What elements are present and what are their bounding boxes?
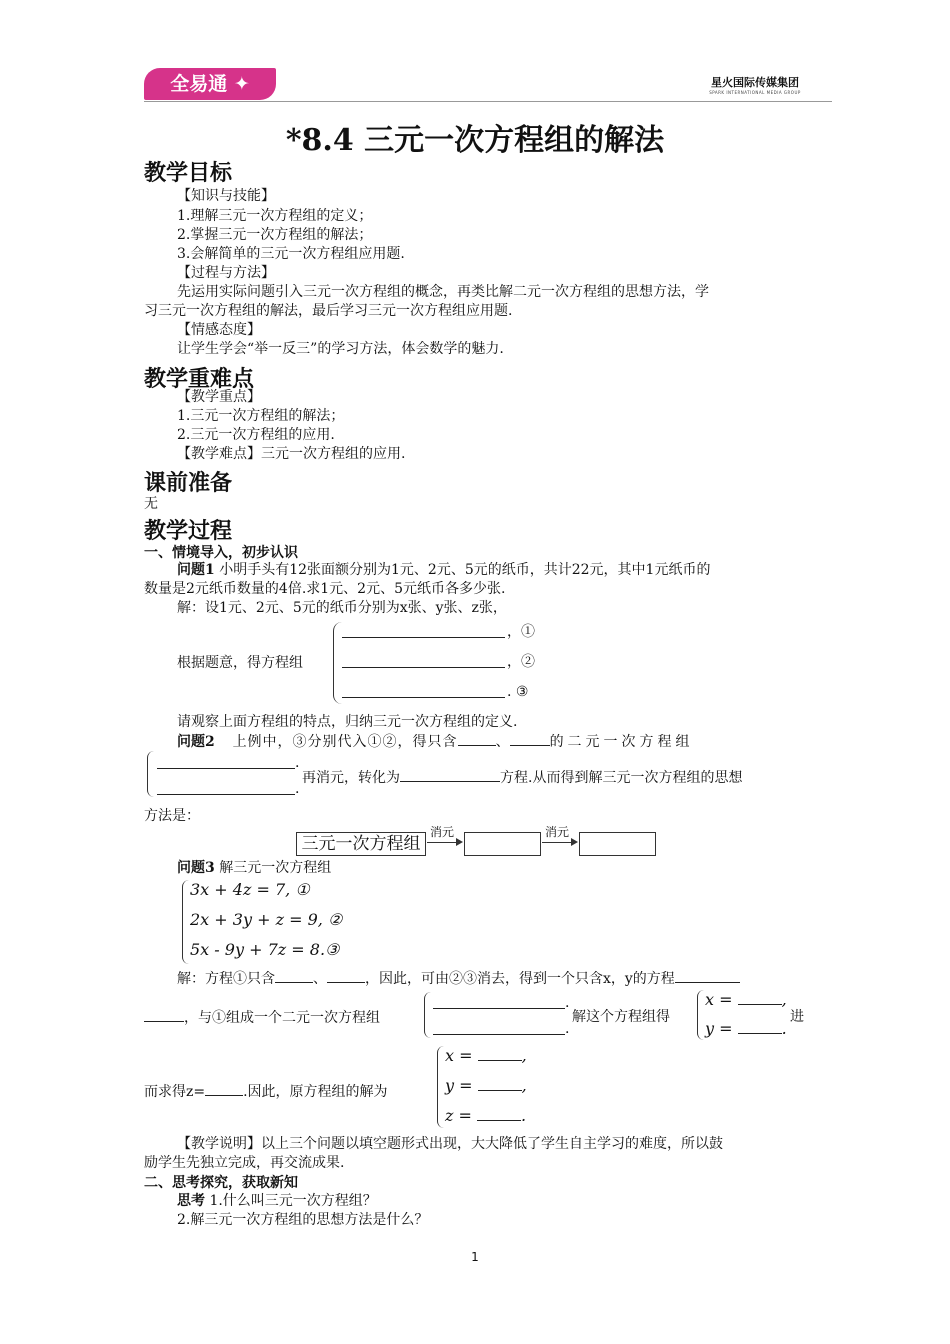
- flow-box-blank[interactable]: [464, 832, 541, 856]
- system-brace: [147, 751, 154, 797]
- answer-blank[interactable]: [510, 731, 550, 746]
- preparation-text: 无: [144, 496, 158, 512]
- answer-blank[interactable]: [478, 1048, 522, 1061]
- arrow-right-icon: [456, 838, 463, 846]
- process-label: 【过程与方法】: [177, 265, 275, 281]
- difficulty-text: 【教学难点】三元一次方程组的应用.: [177, 446, 406, 462]
- equation: 3x + 4z = 7, ①: [190, 880, 310, 899]
- teaching-note: 【教学说明】以上三个问题以填空题形式出现，大大降低了学生自主学习的难度，所以鼓: [177, 1136, 723, 1152]
- publisher-name-en: SPARK INTERNATIONAL MEDIA GROUP: [709, 90, 801, 95]
- section-heading: 一、情境导入，初步认识: [144, 545, 298, 561]
- observe-text: 请观察上面方程组的特点，归纳三元一次方程组的定义.: [177, 714, 518, 730]
- answer-blank[interactable]: [157, 780, 295, 795]
- solution-var: x = ,: [445, 1046, 527, 1065]
- header-divider: [144, 101, 832, 102]
- think-question: 2.解三元一次方程组的思想方法是什么？: [177, 1212, 429, 1228]
- think-question: 思考 1.什么叫三元一次方程组？: [177, 1193, 377, 1209]
- system-brace: [424, 992, 431, 1038]
- process-heading: 教学过程: [144, 519, 233, 544]
- solution-var: y = .: [705, 1019, 787, 1038]
- answer-blank[interactable]: [675, 968, 740, 983]
- answer-blank[interactable]: [433, 994, 565, 1009]
- system-label: 根据题意，得方程组: [177, 655, 303, 671]
- keypoints-heading: 教学重难点: [144, 367, 255, 392]
- equation-mark: .: [295, 755, 300, 771]
- answer-blank[interactable]: [433, 1020, 565, 1035]
- question-2-cont: 再消元，转化为 方程.从而得到解三元一次方程组的思想: [302, 767, 742, 788]
- question-3-solution: 解：方程①只含 、 ，因此，可由②③消去，得到一个只含x，y的方程: [177, 968, 740, 989]
- page-number: 1: [471, 1250, 479, 1264]
- solution-var: y = ,: [445, 1076, 527, 1095]
- answer-blank[interactable]: [342, 653, 505, 668]
- objectives-heading: 教学目标: [144, 161, 233, 186]
- answer-blank[interactable]: [738, 992, 782, 1005]
- flow-arrow: [427, 842, 457, 843]
- equation-mark: . ③: [507, 684, 529, 700]
- system-brace: [697, 990, 704, 1040]
- equation: 5x - 9y + 7z = 8.③: [190, 940, 340, 959]
- knowledge-item: 3.会解简单的三元一次方程组应用题.: [177, 246, 405, 262]
- flow-arrow-label: 消元: [545, 825, 570, 839]
- question-2: 问题2 上例中，③分别代入①②，得只含 、 的二元一次方程组: [177, 731, 694, 752]
- question-2-cont: 方法是：: [144, 808, 200, 824]
- equation-mark: ，②: [507, 654, 535, 670]
- page-title: *8.4 三元一次方程组的解法: [285, 123, 665, 158]
- emotion-label: 【情感态度】: [177, 322, 261, 338]
- answer-blank[interactable]: [400, 767, 500, 782]
- key-item: 2.三元一次方程组的应用.: [177, 427, 335, 443]
- teaching-note: 励学生先独立完成，再交流成果.: [144, 1155, 345, 1171]
- answer-blank[interactable]: [342, 623, 505, 638]
- solution-var: x = ,: [705, 990, 787, 1009]
- preparation-heading: 课前准备: [144, 471, 233, 496]
- key-item: 1.三元一次方程组的解法；: [177, 408, 345, 424]
- flow-arrow: [542, 842, 572, 843]
- answer-blank[interactable]: [275, 968, 313, 983]
- publisher-name: 星火国际传媒集团: [711, 76, 799, 89]
- emotion-text: 让学生学会“举一反三”的学习方法，体会数学的魅力.: [177, 341, 504, 357]
- question-3-solution: 解这个方程组得: [572, 1009, 670, 1025]
- question-3-solution: ，与①组成一个二元一次方程组: [144, 1007, 380, 1028]
- process-text: 习三元一次方程组的解法，最后学习三元一次方程组应用题.: [144, 303, 513, 319]
- solution-var: z = .: [445, 1106, 527, 1125]
- system-brace: [333, 622, 342, 704]
- flow-arrow-label: 消元: [430, 825, 455, 839]
- flow-box-start: 三元一次方程组: [296, 832, 426, 856]
- answer-blank[interactable]: [738, 1021, 782, 1034]
- answer-blank[interactable]: [478, 1078, 522, 1091]
- equation: 2x + 3y + z = 9, ②: [190, 910, 343, 929]
- section-heading: 二、思考探究，获取新知: [144, 1175, 298, 1191]
- answer-blank[interactable]: [458, 731, 496, 746]
- answer-blank[interactable]: [144, 1007, 184, 1022]
- equation-mark: ，①: [507, 624, 535, 640]
- answer-blank[interactable]: [205, 1081, 243, 1096]
- arrow-right-icon: [571, 838, 578, 846]
- knowledge-item: 2.掌握三元一次方程组的解法；: [177, 227, 373, 243]
- process-text: 先运用实际问题引入三元一次方程组的概念，再类比解二元一次方程组的思想方法，学: [177, 284, 709, 300]
- key-label: 【教学重点】: [177, 389, 261, 405]
- knowledge-label: 【知识与技能】: [177, 188, 275, 204]
- answer-blank[interactable]: [157, 754, 295, 769]
- answer-blank[interactable]: [477, 1108, 521, 1121]
- question-1: 问题1 小明手头有12张面额分别为1元、2元、5元的纸币，共计22元，其中1元纸币的: [177, 562, 711, 578]
- knowledge-item: 1.理解三元一次方程组的定义；: [177, 208, 373, 224]
- flow-box-blank[interactable]: [579, 832, 656, 856]
- brand-logo: 全易通 ✦: [144, 68, 276, 100]
- system-brace: [437, 1046, 444, 1128]
- equation-mark: .: [565, 995, 570, 1011]
- question-3-solution: 进: [790, 1009, 804, 1025]
- publisher-brand: [700, 74, 810, 95]
- question-3-solution: 而求得z= .因此，原方程组的解为: [144, 1081, 388, 1102]
- answer-blank[interactable]: [342, 683, 505, 698]
- equation-mark: .: [295, 781, 300, 797]
- system-brace: [182, 880, 189, 964]
- question-3: 问题3 解三元一次方程组: [177, 860, 332, 876]
- equation-mark: .: [565, 1021, 570, 1037]
- solution-intro: 解：设1元、2元、5元的纸币分别为x张、y张、z张，: [177, 600, 507, 616]
- answer-blank[interactable]: [327, 968, 365, 983]
- question-1-cont: 数量是2元纸币数量的4倍.求1元、2元、5元纸币各多少张.: [144, 581, 506, 597]
